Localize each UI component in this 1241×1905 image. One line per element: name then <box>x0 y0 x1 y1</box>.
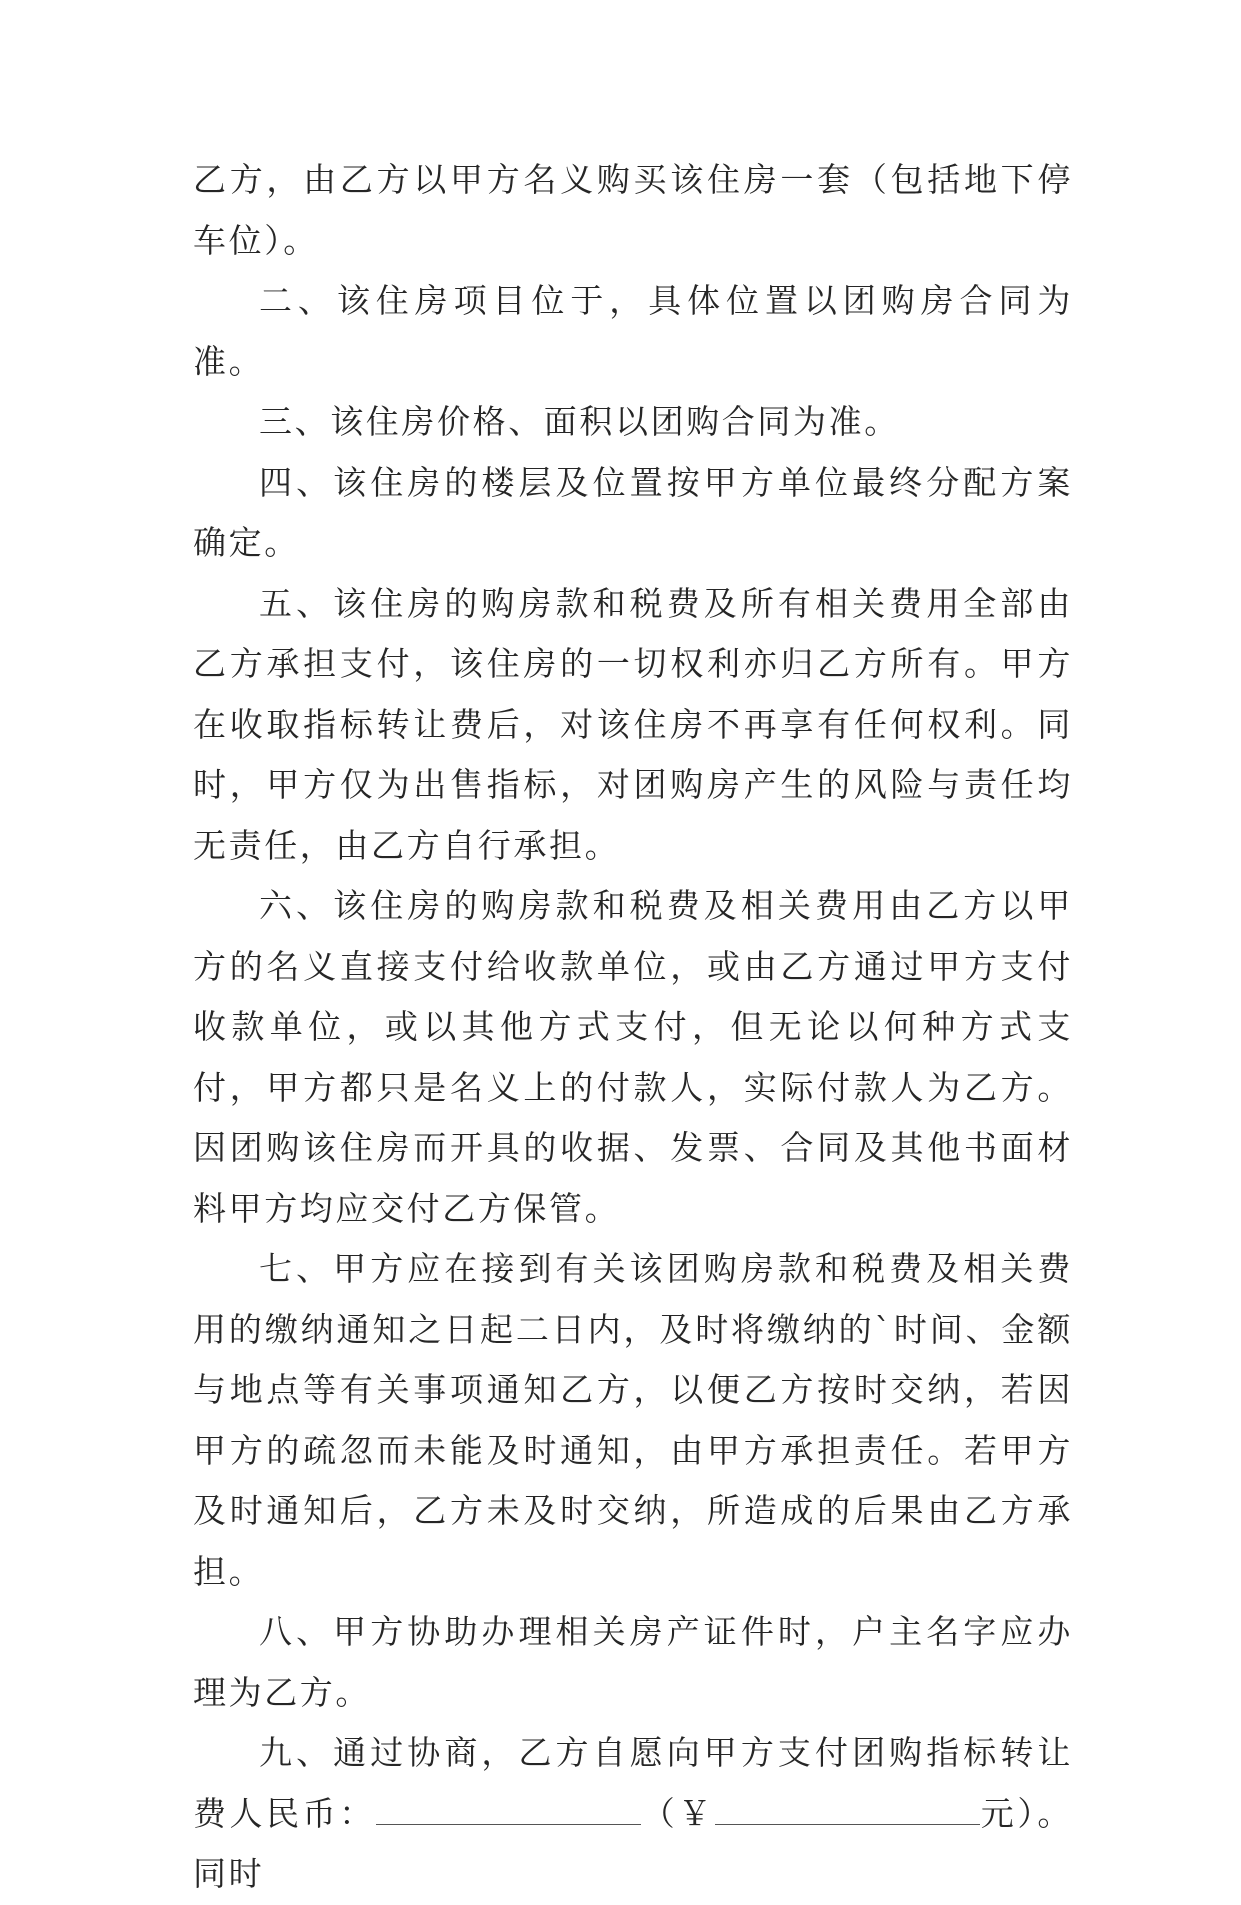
clause-3: 三、该住房价格、面积以团购合同为准。 <box>259 402 900 441</box>
clause-2: 二、该住房项目位于，具体位置以团购房合同为准。 <box>193 281 1073 381</box>
clause-4: 四、该住房的楼层及位置按甲方单位最终分配方案确定。 <box>193 462 1073 562</box>
clause-7: 七、甲方应在接到有关该团购房款和税费及相关费用的缴纳通知之日起二日内，及时将缴纳的`时间、金额与地点等有关事项通知乙方，以便乙方按时交纳，若因甲方的疏忽而未能及时通知，由甲方承担责任。若甲方及时通知后，乙方未及时交纳，所造成的后果由乙方承担。 <box>193 1249 1073 1591</box>
clause-6: 六、该住房的购房款和税费及相关费用由乙方以甲方的名义直接支付给收款单位，或由乙方通过甲方支付收款单位，或以其他方式支付，但无论以何种方式支付，甲方都只是名义上的付款人，实际付款人为乙方。因团购该住房而开具的收据、发票、合同及其他书面材料甲方均应交付乙方保管。 <box>193 886 1073 1228</box>
clause-9-suffix: 元）。同时 <box>193 1793 1073 1893</box>
clause-8: 八、甲方协助办理相关房产证件时，户主名字应办理为乙方。 <box>193 1612 1073 1712</box>
contract-body <box>193 150 1073 1905</box>
clause-9-prefix: 九、通过协商，乙方自愿向甲方支付团购指标转让费人民币： <box>193 1733 1073 1833</box>
amount-words-blank[interactable] <box>376 1796 641 1825</box>
clause-9 <box>193 1723 1073 1905</box>
paragraph-continuation: 乙方，由乙方以甲方名义购买该住房一套（包括地下停车位）。 <box>193 160 1073 260</box>
clause-5: 五、该住房的购房款和税费及所有相关费用全部由乙方承担支付，该住房的一切权利亦归乙方所有。甲方在收取指标转让费后，对该住房不再享有任何权利。同时，甲方仅为出售指标，对团购房产生的风险与责任均无责任，由乙方自行承担。 <box>193 583 1073 865</box>
clause-9-currency: （￥ <box>640 1793 715 1833</box>
amount-figures-blank[interactable] <box>715 1796 980 1825</box>
